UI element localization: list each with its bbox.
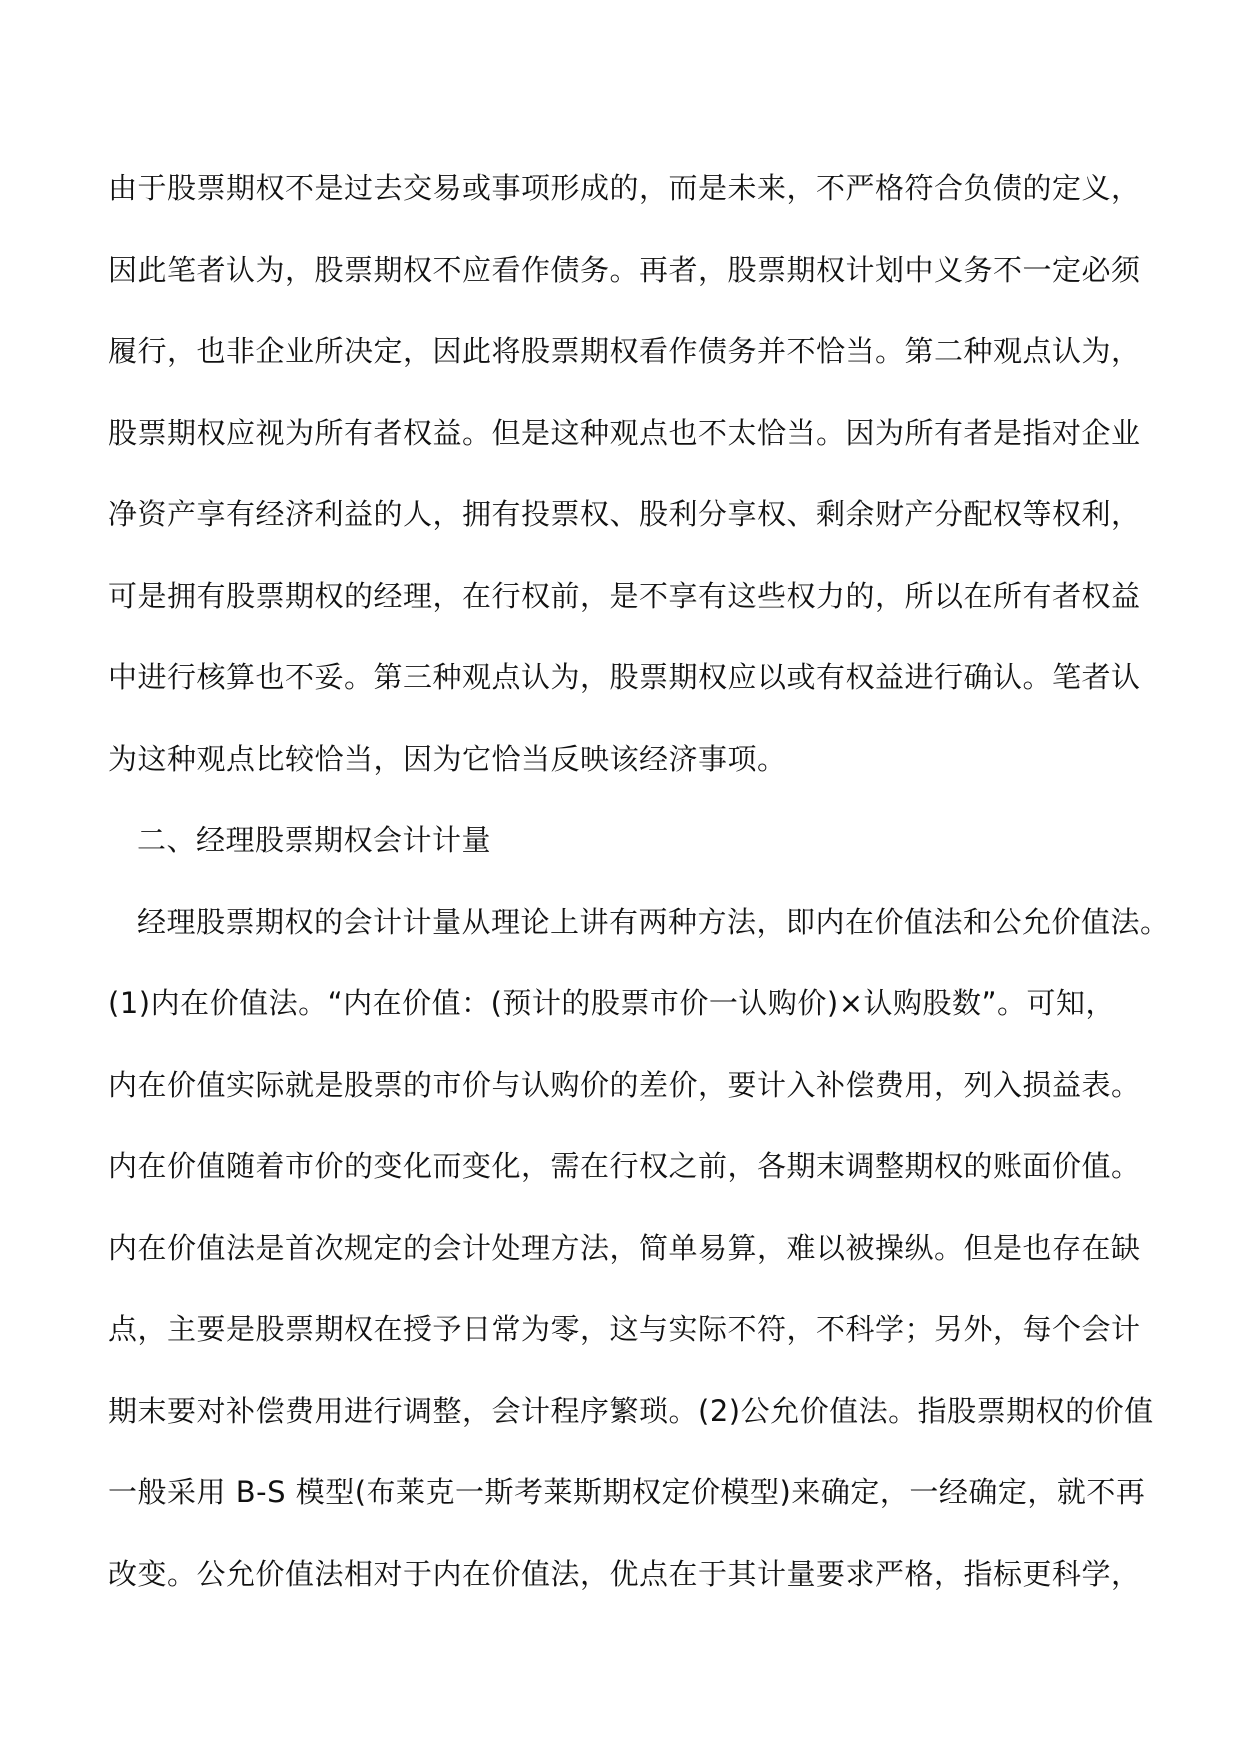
text-line: 点，主要是股票期权在授予日常为零，这与实际不符，不科学；另外，每个会计 <box>108 1312 1141 1346</box>
text-line: 净资产享有经济利益的人，拥有投票权、股利分享权、剩余财产分配权等权利， <box>108 497 1141 531</box>
text-line: (1)内在价值法。“内在价值：(预计的股票市价一认购价)×认购股数”。可知， <box>108 986 1116 1020</box>
text-line: 内在价值法是首次规定的会计处理方法，简单易算，难以被操纵。但是也存在缺 <box>108 1231 1141 1265</box>
section-heading: 二、经理股票期权会计计量 <box>137 823 492 857</box>
text-line: 经理股票期权的会计计量从理论上讲有两种方法，即内在价值法和公允价值法。 <box>137 905 1170 939</box>
text-line: 中进行核算也不妥。第三种观点认为，股票期权应以或有权益进行确认。笔者认 <box>108 660 1141 694</box>
text-line: 期末要对补偿费用进行调整，会计程序繁琐。(2)公允价值法。指股票期权的价值 <box>108 1394 1154 1428</box>
text-line: 因此笔者认为，股票期权不应看作债务。再者，股票期权计划中义务不一定必须 <box>108 253 1141 287</box>
text-line: 一般采用 B-S 模型(布莱克一斯考莱斯期权定价模型)来确定，一经确定，就不再 <box>108 1475 1146 1509</box>
text-line: 履行，也非企业所决定，因此将股票期权看作债务并不恰当。第二种观点认为， <box>108 334 1141 368</box>
text-line: 由于股票期权不是过去交易或事项形成的，而是未来，不严格符合负债的定义， <box>108 171 1141 205</box>
text-line: 为这种观点比较恰当，因为它恰当反映该经济事项。 <box>108 742 787 776</box>
text-line: 股票期权应视为所有者权益。但是这种观点也不太恰当。因为所有者是指对企业 <box>108 416 1141 450</box>
text-line: 内在价值实际就是股票的市价与认购价的差价，要计入补偿费用，列入损益表。 <box>108 1068 1141 1102</box>
text-line: 可是拥有股票期权的经理，在行权前，是不享有这些权力的，所以在所有者权益 <box>108 579 1141 613</box>
text-line: 改变。公允价值法相对于内在价值法，优点在于其计量要求严格，指标更科学， <box>108 1557 1141 1591</box>
text-line: 内在价值随着市价的变化而变化，需在行权之前，各期末调整期权的账面价值。 <box>108 1149 1141 1183</box>
